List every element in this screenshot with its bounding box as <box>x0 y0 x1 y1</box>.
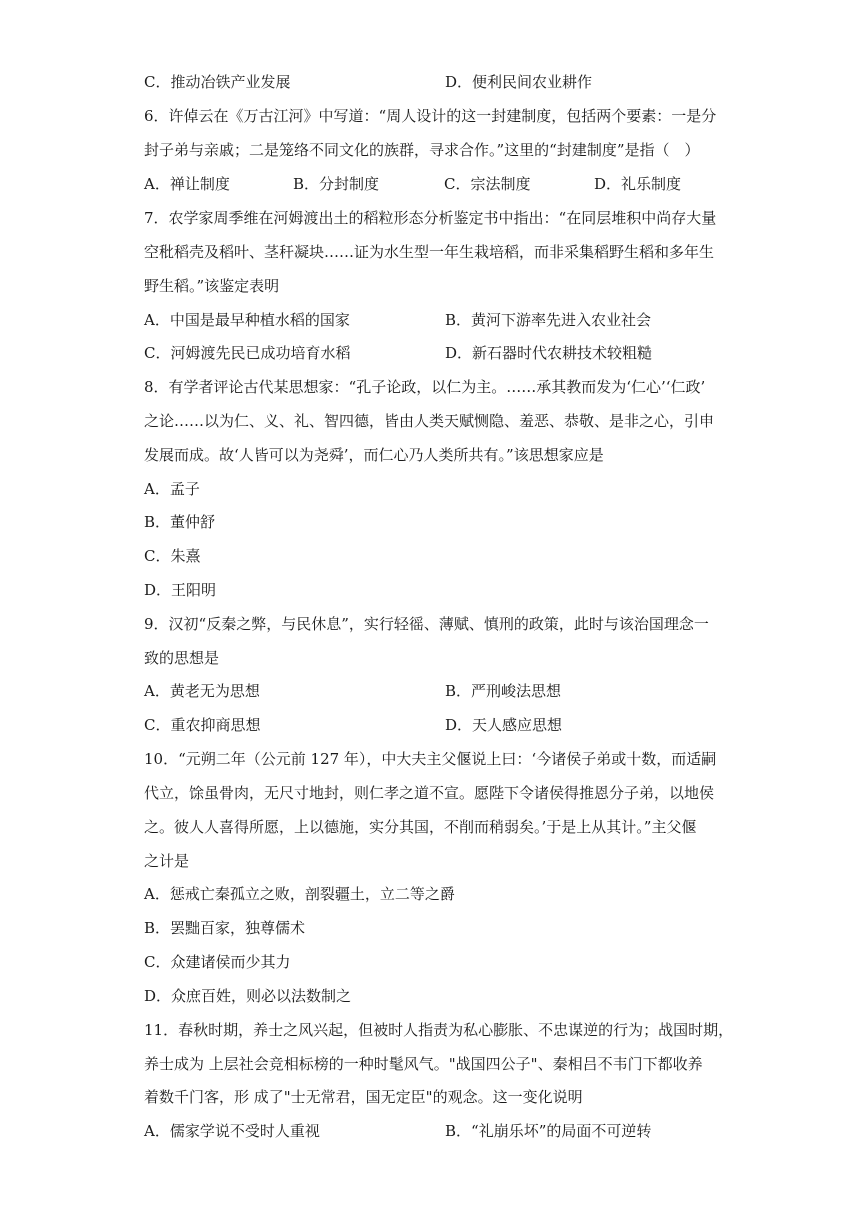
q10-stem-line-2: 代立，馀虽骨肉，无尺寸地封，则仁孝之道不宣。愿陛下令诸侯得推恩分子弟，以地侯 <box>144 784 715 802</box>
q6-stem-line-2: 封子弟与亲戚；二是笼络不同文化的族群，寻求合作。”这里的“封建制度”是指（ ） <box>144 141 700 159</box>
q7-option-c: C．河姆渡先民已成功培育水稻 <box>144 344 351 362</box>
q7-stem-line-3: 野生稻。”该鉴定表明 <box>144 277 280 295</box>
q6-option-d: D．礼乐制度 <box>594 175 682 193</box>
q8-option-a: A．孟子 <box>144 480 200 498</box>
q9-option-a: A．黄老无为思想 <box>144 682 260 700</box>
q11-stem-line-3: 着数千门客，形 成了"士无常君，国无定臣"的观念。这一变化说明 <box>144 1088 583 1106</box>
q8-stem-line-1: 8．有学者评论古代某思想家：“孔子论政，以仁为主。……承其教而发为‘仁心’‘仁政’ <box>144 378 706 396</box>
q6-option-a: A．禅让制度 <box>144 175 230 193</box>
q11-stem-line-1: 11．春秋时期，养士之风兴起，但被时人指责为私心膨胀、不忠谋逆的行为；战国时期， <box>144 1021 734 1039</box>
q10-stem-line-4: 之计是 <box>144 852 190 870</box>
q11-option-a: A．儒家学说不受时人重视 <box>144 1122 320 1140</box>
q7-stem-line-2: 空秕稻壳及稻叶、茎秆凝块……证为水生型一年生栽培稻，而非采集稻野生稻和多年生 <box>144 243 715 261</box>
q6-option-c: C．宗法制度 <box>444 175 531 193</box>
q9-option-c: C．重农抑商思想 <box>144 716 261 734</box>
q9-option-b: B．严刑峻法思想 <box>445 682 562 700</box>
q5-option-d: D．便利民间农业耕作 <box>445 73 593 91</box>
q10-stem-line-3: 之。彼人人喜得所愿，上以德施，实分其国，不削而稍弱矣。’于是上从其计。”主父偃 <box>144 818 697 836</box>
q10-option-a: A．惩戒亡秦孤立之败，剖裂疆土，立二等之爵 <box>144 885 455 903</box>
q10-option-c: C．众建诸侯而少其力 <box>144 953 291 971</box>
q7-option-a: A．中国是最早种植水稻的国家 <box>144 311 350 329</box>
q6-stem-line-1: 6．许倬云在《万古江河》中写道：“周人设计的这一封建制度，包括两个要素：一是分 <box>144 107 717 125</box>
q11-option-b: B．“礼崩乐坏”的局面不可逆转 <box>445 1122 652 1140</box>
q6-option-b: B．分封制度 <box>293 175 380 193</box>
q9-stem-line-2: 致的思想是 <box>144 649 220 667</box>
q7-option-b: B．黄河下游率先进入农业社会 <box>445 311 652 329</box>
q9-stem-line-1: 9．汉初“反秦之弊，与民休息”，实行轻徭、薄赋、慎刑的政策，此时与该治国理念一 <box>144 615 709 633</box>
q9-option-d: D．天人感应思想 <box>445 716 563 734</box>
q10-option-b: B．罢黜百家，独尊儒术 <box>144 919 306 937</box>
q8-option-d: D．王阳明 <box>144 581 217 599</box>
q8-option-b: B．董仲舒 <box>144 513 216 531</box>
q8-option-c: C．朱熹 <box>144 547 201 565</box>
q11-stem-line-2: 养士成为 上层社会竞相标榜的一种时髦风气。"战国四公子"、秦相吕不韦门下都收养 <box>144 1055 703 1073</box>
q10-stem-line-1: 10．“元朔二年（公元前 127 年），中大夫主父偃说上曰：‘今诸侯子弟或十数，而适嗣 <box>144 750 717 768</box>
q7-stem-line-1: 7．农学家周季维在河姆渡出土的稻粒形态分析鉴定书中指出：“在同层堆积中尚存大量 <box>144 209 717 227</box>
q8-stem-line-3: 发展而成。故‘人皆可以为尧舜’，而仁心乃人类所共有。”该思想家应是 <box>144 446 604 464</box>
q10-option-d: D．众庶百姓，则必以法数制之 <box>144 987 352 1005</box>
q8-stem-line-2: 之论……以为仁、义、礼、智四德，皆由人类天赋恻隐、羞恶、恭敬、是非之心，引申 <box>144 412 715 430</box>
q5-option-c: C．推动冶铁产业发展 <box>144 73 291 91</box>
q7-option-d: D．新石器时代农耕技术较粗糙 <box>445 344 653 362</box>
